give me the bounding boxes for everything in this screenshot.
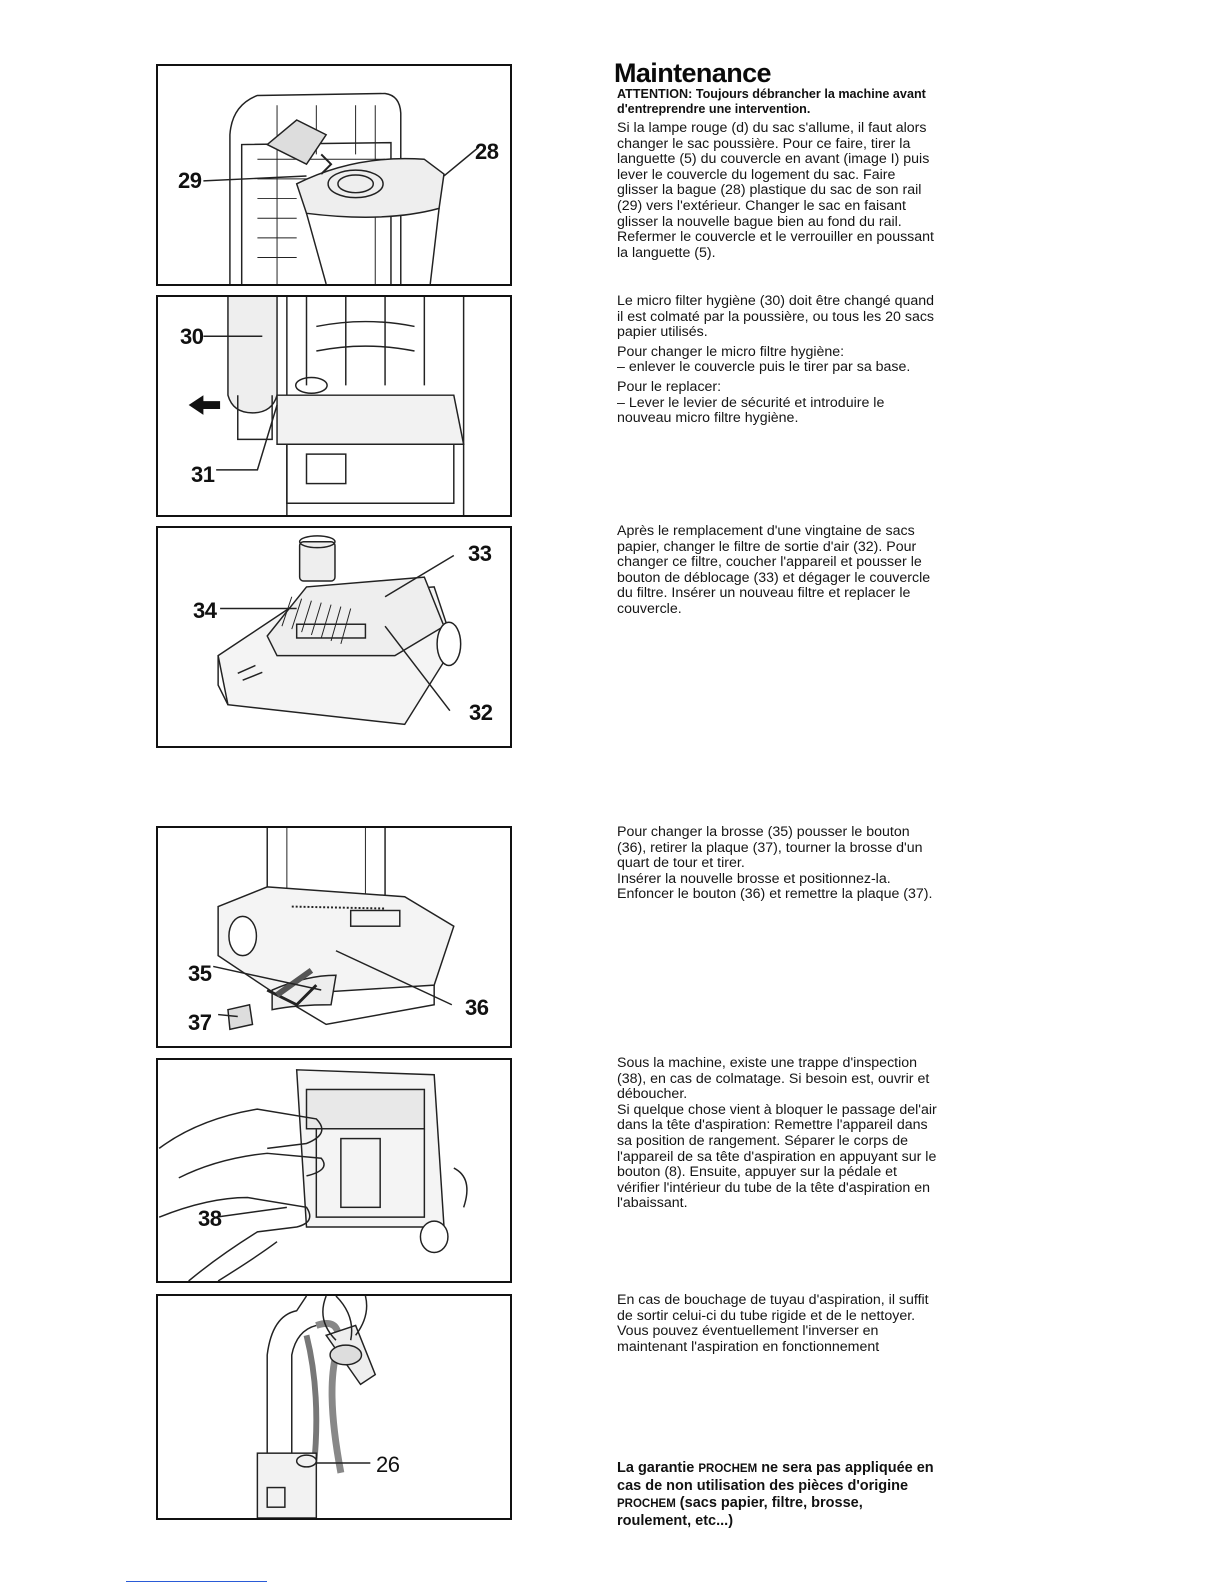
callout-37: 37 <box>188 1010 212 1035</box>
figure-brush-change <box>156 826 512 1048</box>
paragraph: Après le remplacement d'une vingtaine de sacs papier, changer le filtre de sortie d'air (32). Pour changer ce filtre, coucher l'appareil et pousser le bouton de déblocage (33) et dégager le couvercle du filtre. Insérer un nouveau filtre et replacer le couvercle. <box>617 523 931 617</box>
section-bag-change <box>617 121 937 261</box>
paragraph: Pour changer la brosse (35) pousser le bouton (36), retirer la plaque (37), tourner la brosse d'un quart de tour et tirer. <box>617 824 923 872</box>
callout-33: 33 <box>468 541 492 566</box>
section-inspection-hatch <box>617 1056 937 1212</box>
callout-34: 34 <box>193 598 217 623</box>
paragraph: Le micro filter hygiène (30) doit être changé quand il est colmaté par la poussière, ou tous les 20 sacs papier utilisés. <box>617 293 935 341</box>
vacuum-bag-illustration <box>158 66 510 284</box>
section-exhaust-filter <box>617 524 937 618</box>
callout-28: 28 <box>475 139 499 164</box>
exhaust-filter-illustration <box>158 528 510 746</box>
paragraph: Si quelque chose vient à bloquer le passage del'air dans la tête d'aspiration: Remettre l'appareil dans sa position de rangement. Séparer le corps de l'appareil de sa tête d'aspiration en appuyant sur le bouton (8). Ensuite, appuyer sur la pédale et vérifier l'intérieur du tube de la tête d'aspiration en l'abaissant. <box>617 1101 937 1212</box>
paragraph: Insérer la nouvelle brosse et positionnez-la. Enfoncer le bouton (36) et remettre la plaque (37). <box>617 870 933 903</box>
callout-38: 38 <box>198 1206 222 1231</box>
safety-warning: ATTENTION: Toujours débrancher la machine avant d'entreprendre une intervention. <box>617 87 926 116</box>
section-brush-change <box>617 825 937 903</box>
guarantee-text: La garantie <box>617 1460 699 1476</box>
guarantee-text: ne sera pas appliquée en cas de non utilisation des pièces d'origine <box>617 1460 934 1494</box>
figure-hose-unblock <box>156 1294 512 1520</box>
footer-rule <box>126 1581 267 1582</box>
brand-name: PROCHEM <box>617 1498 676 1510</box>
figure-bag-change <box>156 64 512 286</box>
page-title: Maintenance <box>614 58 771 88</box>
figure-exhaust-filter <box>156 526 512 748</box>
paragraph: Si la lampe rouge (d) du sac s'allume, il faut alors changer le sac poussière. Pour ce faire, tirer la languette (5) du couvercle en avant (image I) puis lever le couvercle du logement du sac. Faire glisser la bague (28) plastique du sac de son rail (29) vers l'extérieur. Changer le sac en faisant glisser la nouvelle bague bien au fond du rail. Refermer le couvercle et le verrouiller en poussant la languette (5). <box>617 120 935 261</box>
callout-30: 30 <box>180 324 204 349</box>
section-hose-unblock <box>617 1293 937 1355</box>
inspection-hatch-illustration <box>158 1060 510 1281</box>
guarantee-notice <box>617 1460 937 1530</box>
paragraph: En cas de bouchage de tuyau d'aspiration, il suffit de sortir celui-ci du tube rigide et de le nettoyer. Vous pouvez éventuellement l'inverser en maintenant l'aspiration en fonctionnement <box>617 1292 929 1355</box>
guarantee-text: (sacs papier, filtre, brosse, roulement, etc...) <box>617 1495 863 1529</box>
callout-26: 26 <box>376 1452 400 1477</box>
callout-35: 35 <box>188 961 212 986</box>
figure-micro-filter <box>156 295 512 517</box>
paragraph: Pour le replacer: <box>617 378 722 395</box>
paragraph: – Lever le levier de sécurité et introduire le nouveau micro filtre hygiène. <box>617 394 885 427</box>
callout-31: 31 <box>191 462 215 487</box>
paragraph: – enlever le couvercle puis le tirer par sa base. <box>617 359 911 376</box>
hose-unblock-illustration <box>158 1296 510 1518</box>
paragraph: Pour changer le micro filtre hygiène: <box>617 343 845 360</box>
paragraph: Sous la machine, existe une trappe d'inspection (38), en cas de colmatage. Si besoin est, ouvrir et déboucher. <box>617 1055 930 1103</box>
figure-inspection-hatch <box>156 1058 512 1283</box>
section-micro-filter <box>617 294 937 427</box>
callout-36: 36 <box>465 995 489 1020</box>
callout-29: 29 <box>178 168 202 193</box>
brand-name: PROCHEM <box>698 1463 758 1475</box>
callout-32: 32 <box>469 700 493 725</box>
